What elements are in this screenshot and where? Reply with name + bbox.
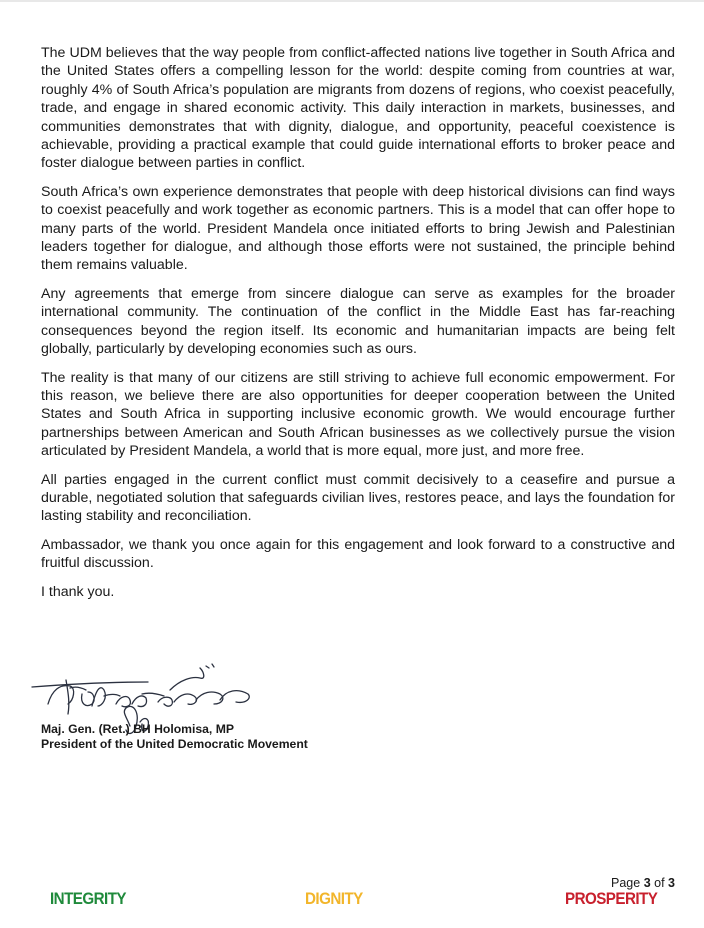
page-current: 3 [643, 876, 651, 890]
signature-block [30, 660, 360, 755]
motto-dignity: DIGNITY [305, 890, 363, 908]
top-rule [0, 0, 704, 2]
page-of: of [654, 876, 665, 890]
signatory-name: Maj. Gen. (Ret.) BH Holomisa, MP [41, 722, 234, 736]
motto-prosperity: PROSPERITY [565, 890, 658, 908]
signatory-title: President of the United Democratic Movement [41, 737, 308, 751]
paragraph-1: The UDM believes that the way people from conflict-affected nations live together in South Africa and the United States offers a compelling lesson for the world: despite coming from countries at war, roughly 4% of South Africa’s population are migrants from dozens of regions, who coexist peacefully, trade, and engage in shared economic activity. This daily interaction in markets, businesses, and communities demonstrates that with dignity, dialogue, and opportunity, peaceful coexistence is achievable, providing a practical example that could guide international efforts to broker peace and foster dialogue between parties in conflict. [41, 45, 675, 172]
paragraph-6: Ambassador, we thank you once again for this engagement and look forward to a constructive and fruitful discussion. [41, 536, 675, 572]
closing-line: I thank you. [41, 583, 115, 600]
page-total: 3 [668, 876, 675, 890]
page-number [611, 876, 675, 890]
signatory-block [41, 722, 308, 752]
paragraph-5: All parties engaged in the current conflict must commit decisively to a ceasefire and pursue a durable, negotiated solution that safeguards civilian lives, restores peace, and lays the foundation for lasting stability and reconciliation. [41, 471, 675, 525]
paragraph-3: Any agreements that emerge from sincere dialogue can serve as examples for the broader international community. The continuation of the conflict in the Middle East has far-reaching consequences beyond the region itself. Its economic and humanitarian impacts are being felt globally, particularly by developing economies such as ours. [41, 285, 675, 358]
paragraph-2: South Africa’s own experience demonstrates that people with deep historical divisions can find ways to coexist peacefully and work together as economic partners. This is a model that can offer hope to many parts of the world. President Mandela once initiated efforts to bring Jewish and Palestinian leaders together for dialogue, and although those efforts were not sustained, the principle behind them remains valuable. [41, 183, 675, 274]
letter-body [41, 44, 675, 601]
page-label: Page [611, 876, 641, 890]
motto-integrity: INTEGRITY [50, 890, 127, 908]
paragraph-4: The reality is that many of our citizens are still striving to achieve full economic empowerment. For this reason, we believe there are also opportunities for deeper cooperation between the United States and South Africa in supporting inclusive economic growth. We would encourage further partnerships between American and South African businesses as we collectively pursue the vision articulated by President Mandela, a world that is more equal, more just, and more free. [41, 369, 675, 460]
